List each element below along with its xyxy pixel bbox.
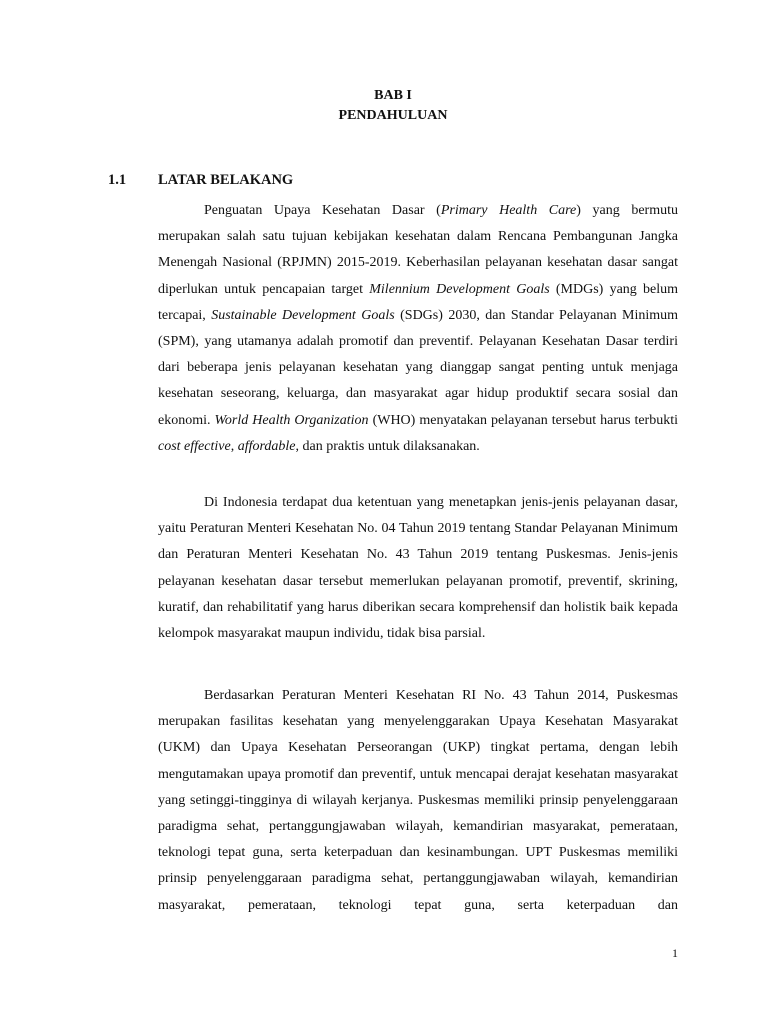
chapter-label: BAB I	[374, 88, 412, 103]
p1-text-4: (SDGs) 2030, dan Standar Pelayanan Minimum (SPM), yang utamanya adalah promotif dan preventif. Pelayanan Kesehatan Dasar terdiri dari beberapa jenis pelayanan kesehatan yang dianggap sangat penting untuk menjaga kesehatan seseorang, keluarga, dan masyarakat agar hidup produktif secara sosial dan ekonomi.	[158, 307, 679, 428]
p1-italic-1: Primary Health Care	[440, 203, 577, 218]
p1-italic-4: World Health Organization	[214, 412, 369, 428]
p1-text-1: Penguatan Upaya Kesehatan Dasar (	[204, 203, 441, 218]
section-heading	[108, 170, 293, 190]
page-number: 1	[672, 946, 678, 960]
paragraph-3-block	[158, 683, 678, 919]
p1-text-2: ) yang bermutu merupakan salah satu tujuan kebijakan kesehatan dalam Rencana Pembangunan Jangka Menengah Nasional (RPJMN) 2015-2019. Keberhasilan pelayanan kesehatan dasar sangat diperlukan untuk pencapaian target	[158, 203, 678, 297]
chapter-title: PENDAHULUAN	[338, 108, 448, 123]
p1-italic-5: cost effective	[158, 438, 231, 454]
paragraph-3: Berdasarkan Peraturan Menteri Kesehatan RI No. 43 Tahun 2014, Puskesmas merupakan fasilitas kesehatan yang menyelenggarakan Upaya Kesehatan Masyarakat (UKM) dan Upaya Kesehatan Perseorangan (UKP) tingkat pertama, dengan lebih mengutamakan upaya promotif dan preventif, untuk mencapai derajat kesehatan masyarakat yang setinggi-tingginya di wilayah kerjanya. Puskesmas memiliki prinsip penyelenggaraan paradigma sehat, pertanggungjawaban wilayah, kemandirian masyarakat, pemerataan, teknologi tepat guna, serta keterpaduan dan kesinambungan. UPT Puskesmas memiliki prinsip penyelenggaraan paradigma sehat, pertanggungjawaban wilayah, kemandirian masyarakat, pemerataan, teknologi tepat guna, serta keterpaduan dan	[158, 688, 678, 913]
chapter-heading	[0, 86, 768, 126]
p1-italic-3: Sustainable Development Goals	[211, 307, 395, 323]
paragraph-2-block	[158, 490, 678, 647]
p1-text-5: (WHO) menyatakan pelayanan tersebut harus terbukti	[368, 412, 678, 428]
paragraph-2: Di Indonesia terdapat dua ketentuan yang menetapkan jenis-jenis pelayanan dasar, yaitu Peraturan Menteri Kesehatan No. 04 Tahun 2019 tentang Standar Pelayanan Minimum dan Peraturan Menteri Kesehatan No. 43 Tahun 2019 tentang Puskesmas. Jenis-jenis pelayanan kesehatan dasar tersebut memerlukan pelayanan promotif, preventif, skrining, kuratif, dan rehabilitatif yang harus diberikan secara komprehensif dan holistik baik kepada kelompok masyarakat maupun individu, tidak bisa parsial.	[158, 495, 678, 642]
paragraph-1-block	[158, 198, 678, 460]
section-title: LATAR BELAKANG	[158, 172, 294, 188]
section-number: 1.1	[108, 172, 127, 188]
p1-text-3: (MDGs) yang belum tercapai,	[158, 281, 678, 323]
p1-italic-6: affordable	[237, 438, 296, 454]
p1-text-7: , dan praktis untuk dilaksanakan.	[295, 438, 480, 454]
p1-text-6: ,	[230, 438, 238, 454]
p1-italic-2: Milennium Development Goals	[369, 281, 550, 297]
paragraph-1	[158, 198, 678, 460]
